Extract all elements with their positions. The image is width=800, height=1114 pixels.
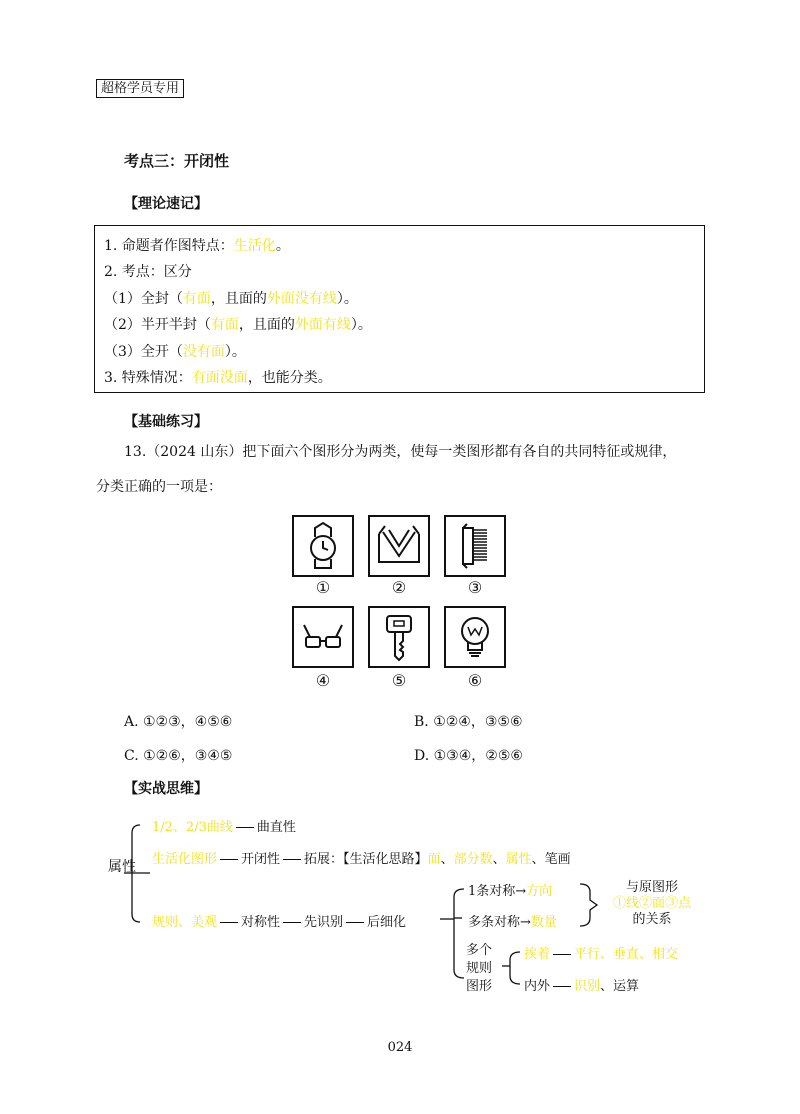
dash [283,859,301,860]
section-title: 考点三：开闭性 [124,152,230,170]
highlight-text: 1/2、2/3曲线 [152,820,233,835]
text: 、 [440,852,454,867]
text: 先识别 [304,915,344,930]
text: 规则 [466,961,493,976]
dash [220,922,238,923]
dash [220,859,238,860]
page-number: 024 [387,1040,413,1055]
highlight-text: 数量 [530,915,557,930]
highlight-text: 方向 [526,884,553,899]
dash [553,954,571,955]
text: 1条对称→ [468,884,527,899]
figure-2-number: ② [391,578,407,597]
mindmap-sym-1 [468,880,552,899]
highlight-text: ①线②面③点 [612,896,691,911]
text: 3. 特殊情况： [104,369,192,386]
highlight-text: 外面有线 [294,317,351,334]
mindmap-root: 属性 [108,859,136,875]
mindmap-multi [466,942,492,996]
question-line-2: 分类正确的一项是： [96,479,222,495]
text: 图形 [466,979,493,994]
text: ）。 [350,317,372,334]
highlight-text: 生活化图形 [152,852,218,867]
dash [236,827,254,828]
figure-6-number: ⑥ [467,671,483,690]
highlight-text: 生活化 [233,238,276,254]
text: 曲直性 [256,820,296,835]
figure-4-number: ④ [315,671,331,690]
text: ，且面的 [210,290,267,307]
text: ，且面的 [238,317,295,334]
highlight-text: 外面没有线 [266,290,337,307]
figure-5-number: ⑤ [391,671,407,690]
text: 1. 命题者作图特点： [104,238,234,254]
mindmap-sym-2 [468,911,557,930]
figure-3-number: ③ [467,578,483,597]
highlight-text: 平行、垂直、相交 [574,947,679,962]
option-a: A. ①②③，④⑤⑥ [124,714,233,730]
option-d: D. ①③④，②⑤⑥ [414,748,523,764]
text: 开闭性 [241,852,281,867]
theory-line-2: 2. 考点：区分 [104,264,192,281]
combat-heading: 【实战思维】 [124,781,208,797]
text: 多个 [466,943,493,958]
highlight-text: 面 [427,852,441,867]
highlight-text: 有面没面 [191,369,248,386]
theory-heading: 【理论速记】 [124,196,208,212]
mindmap-m1 [524,943,678,962]
text: 后细化 [367,915,407,930]
highlight-text: 属性 [505,852,532,867]
text: 、 [492,852,506,867]
highlight-text: 没有面 [182,343,225,360]
text: 。 [275,238,290,254]
text: ）。 [224,343,246,360]
figure-1-number: ① [315,578,331,597]
text: （1）全封（ [104,290,183,307]
option-c: C. ①②⑥，③④⑤ [124,748,233,764]
mindmap-branch-1 [152,816,296,835]
stamp-label: 超格学员专用 [96,79,184,98]
question-line-1: 13.（2024 山东）把下面六个图形分为两类，使每一类图形都有各自的共同特征或规律， [124,444,677,460]
mindmap-branch-3 [152,911,406,930]
option-b: B. ①②④，③⑤⑥ [414,714,523,730]
text: （2）半开半封（ [104,317,211,334]
dash [283,922,301,923]
text: ，也能分类。 [247,369,332,386]
text: 的关系 [632,912,672,927]
text: 内外 [524,979,551,994]
text: 对称性 [241,915,281,930]
dash [553,986,571,987]
text: 、运算 [600,979,640,994]
text: 多条对称→ [468,915,531,930]
text: 拓展：【生活化思路】 [304,852,428,867]
mindmap-relation [602,880,702,928]
text: 、笔画 [531,852,571,867]
text: （3）全开（ [104,343,183,360]
highlight-text: 挨着 [524,947,551,962]
highlight-text: 识别 [574,979,601,994]
text: 与原图形 [625,880,678,895]
text: ）。 [336,290,358,307]
highlight-text: 规则、美观 [152,915,218,930]
practice-heading: 【基础练习】 [124,414,208,430]
mindmap-branch-2 [152,848,571,867]
highlight-text: 有面 [210,317,239,334]
mindmap-m2 [524,975,639,994]
dash [346,922,364,923]
highlight-text: 有面 [182,290,211,307]
highlight-text: 部分数 [453,852,493,867]
